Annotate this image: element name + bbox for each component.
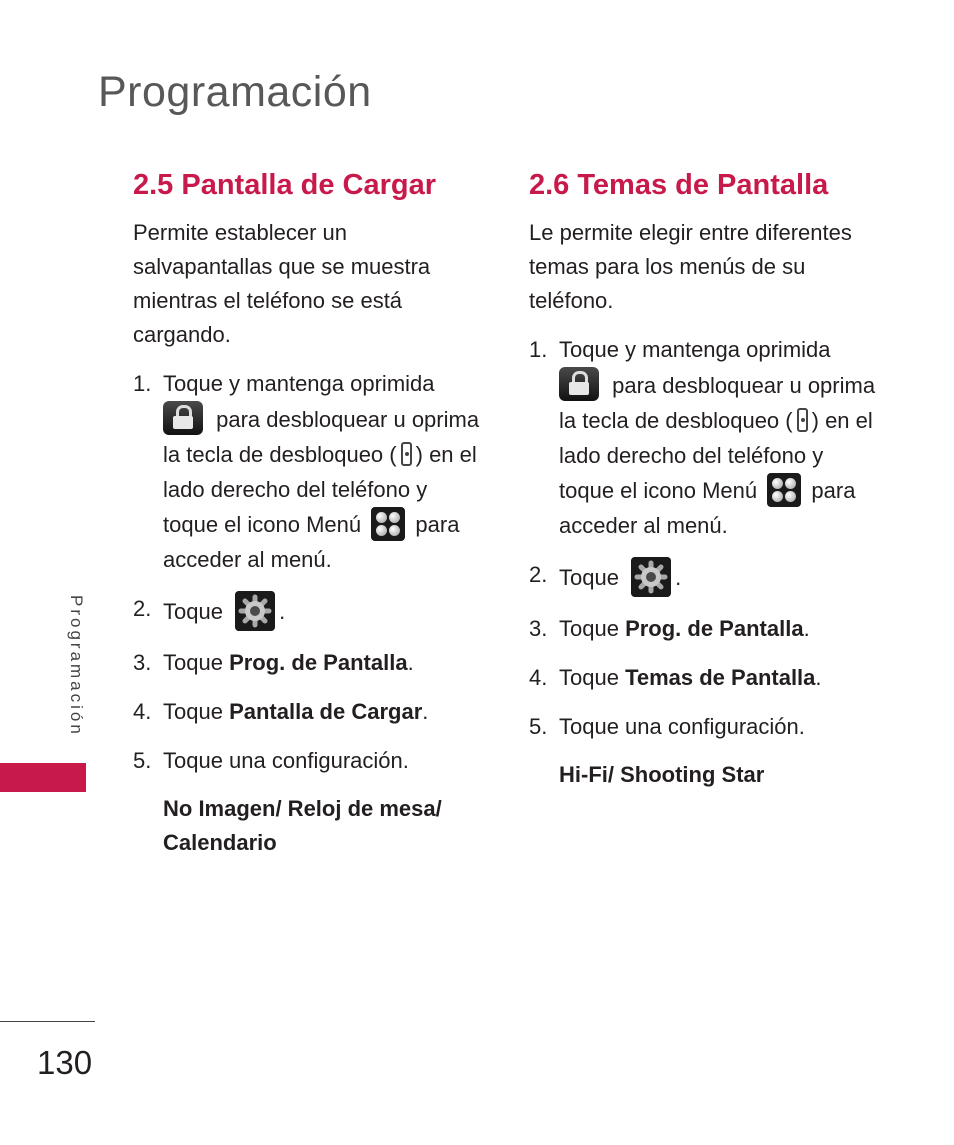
step-text: Toque <box>559 665 626 690</box>
step-punct: . <box>279 599 286 624</box>
step-text: Toque y mantenga oprimida <box>559 337 831 362</box>
step-number: 3. <box>529 616 548 641</box>
unlock-key-icon <box>797 408 808 432</box>
step-text: Toque <box>163 699 230 724</box>
section-intro: Permite establecer un salvapantallas que se muestra mientras el teléfono se está cargando. <box>133 220 431 347</box>
step-punct: . <box>803 616 810 641</box>
menu-option-prog-pantalla: Prog. de Pantalla <box>229 650 408 675</box>
step-number: 5. <box>133 748 152 773</box>
menu-icon <box>767 473 801 507</box>
section-heading: 2.5 Pantalla de Cargar <box>133 169 437 201</box>
lock-icon <box>163 401 203 435</box>
step-2 <box>133 591 483 631</box>
step-text: Toque y mantenga oprimida <box>163 371 435 396</box>
side-section-label: Programación <box>67 595 86 737</box>
options-list: Hi-Fi/ Shooting Star <box>559 762 765 787</box>
step-text: Toque <box>559 616 626 641</box>
step-number: 4. <box>133 699 152 724</box>
menu-icon <box>371 507 405 541</box>
step-text: ) en el lado derecho del teléfono y toque el icono Menú <box>559 408 873 503</box>
step-number: 4. <box>529 665 548 690</box>
unlock-key-icon <box>401 442 412 466</box>
step-number: 2. <box>529 562 548 587</box>
gear-icon <box>631 557 671 597</box>
step-punct: . <box>675 565 682 590</box>
footer-divider <box>0 1021 95 1022</box>
step-text: Toque <box>163 650 230 675</box>
step-number: 2. <box>133 596 152 621</box>
step-number: 5. <box>529 714 548 739</box>
step-punct: . <box>422 699 429 724</box>
section-temas-de-pantalla <box>529 166 879 792</box>
step-text: para acceder al menú. <box>559 478 856 538</box>
step-number: 1. <box>529 337 548 362</box>
step-punct: . <box>407 650 414 675</box>
step-text: para acceder al menú. <box>163 512 460 572</box>
section-intro: Le permite elegir entre diferentes temas para los menús de su teléfono. <box>529 220 852 313</box>
gear-icon <box>235 591 275 631</box>
lock-icon <box>559 367 599 401</box>
step-1 <box>529 332 879 543</box>
menu-option-prog-pantalla: Prog. de Pantalla <box>625 616 804 641</box>
options-list: No Imagen/ Reloj de mesa/ Calendario <box>163 796 442 855</box>
step-text: para desbloquear u oprima la tecla de desbloqueo ( <box>559 373 876 433</box>
step-text: Toque una configuración. <box>559 714 805 739</box>
step-4 <box>529 660 879 695</box>
menu-option-temas-pantalla: Temas de Pantalla <box>625 665 816 690</box>
section-pantalla-de-cargar <box>133 166 483 860</box>
menu-option-pantalla-cargar: Pantalla de Cargar <box>229 699 423 724</box>
step-3 <box>133 645 483 680</box>
step-1 <box>133 366 483 577</box>
section-heading: 2.6 Temas de Pantalla <box>529 169 829 201</box>
page-title: Programación <box>98 68 372 116</box>
step-2 <box>529 557 879 597</box>
step-number: 1. <box>133 371 152 396</box>
step-5 <box>133 743 483 778</box>
step-text: Toque <box>163 599 223 624</box>
step-text: ) en el lado derecho del teléfono y toque el icono Menú <box>163 442 477 537</box>
step-punct: . <box>815 665 822 690</box>
step-4 <box>133 694 483 729</box>
step-text: Toque una configuración. <box>163 748 409 773</box>
step-text: para desbloquear u oprima la tecla de desbloqueo ( <box>163 407 480 467</box>
step-text: Toque <box>559 565 619 590</box>
step-number: 3. <box>133 650 152 675</box>
step-3 <box>529 611 879 646</box>
page-number: 130 <box>37 1044 93 1081</box>
step-5 <box>529 709 879 744</box>
side-tab-marker <box>0 763 86 792</box>
